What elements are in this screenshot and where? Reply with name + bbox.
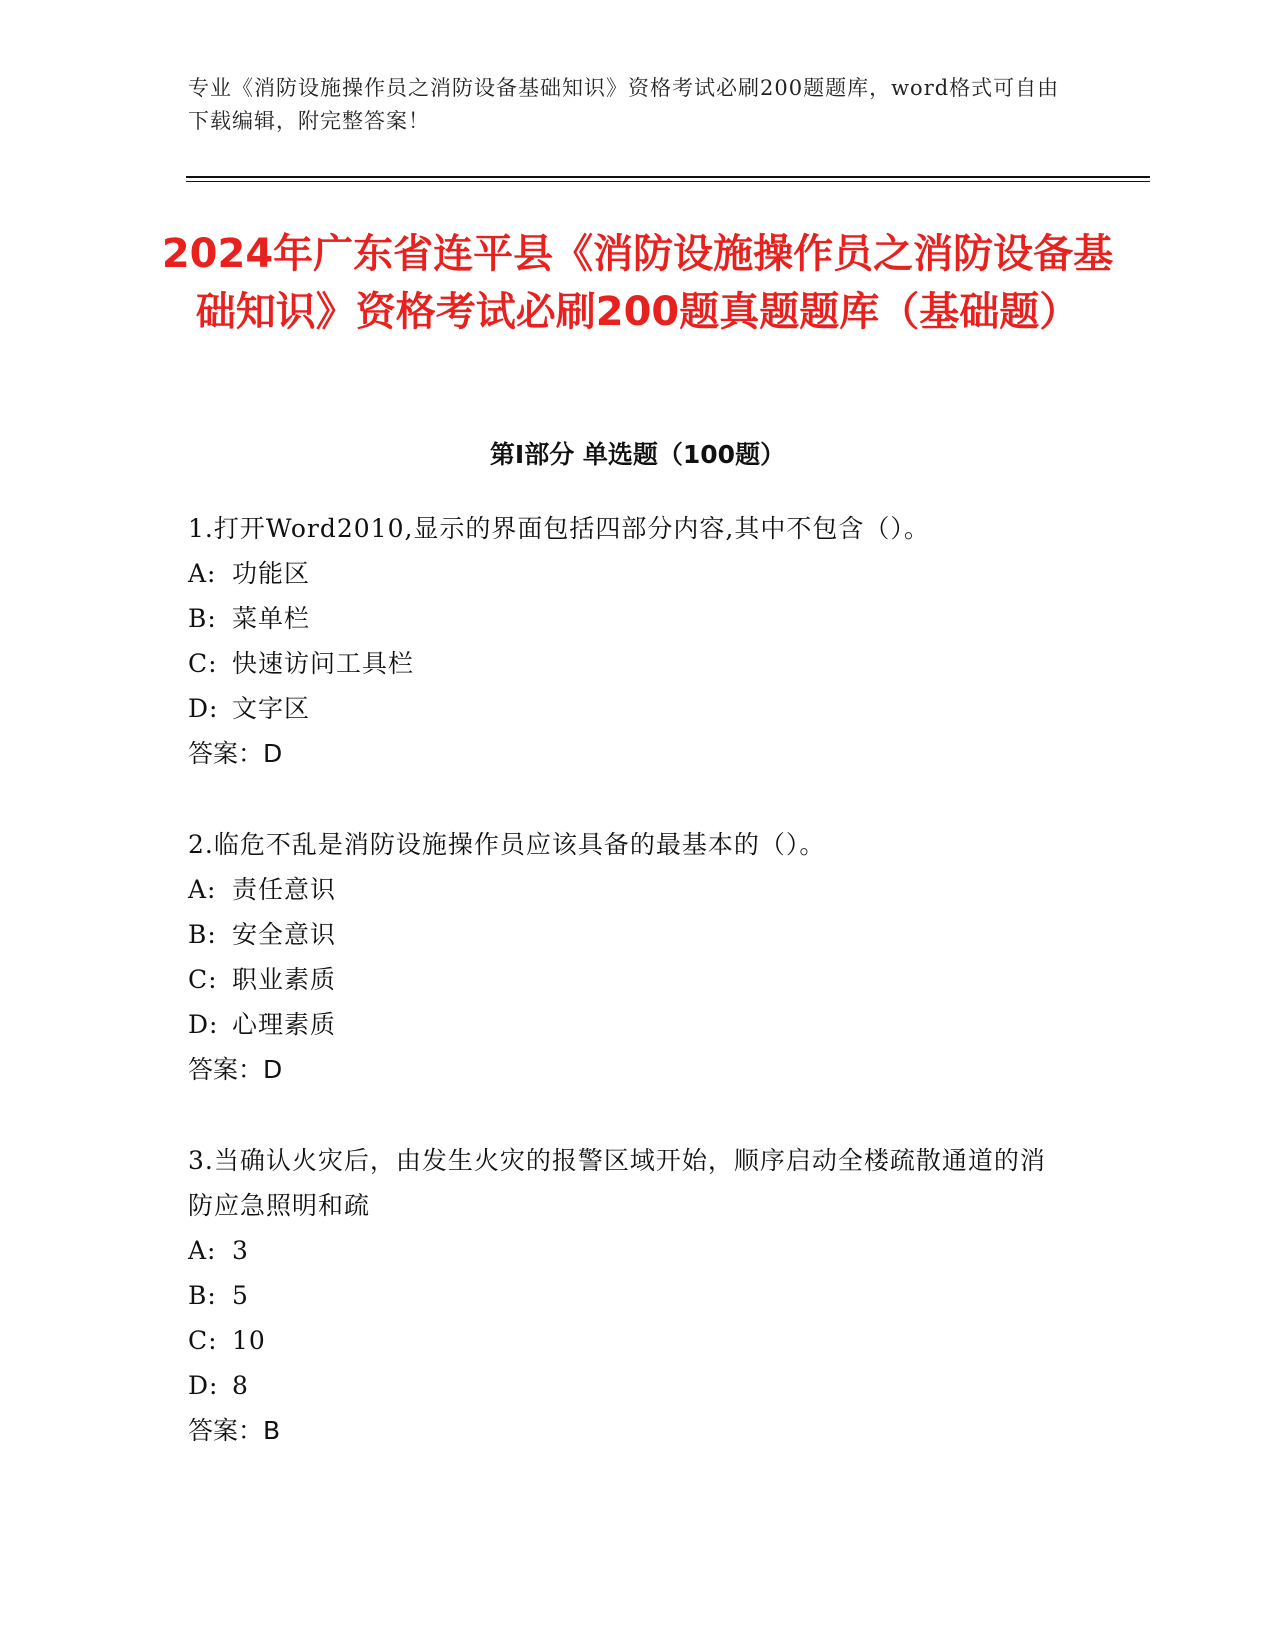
option-c <box>188 957 1068 1002</box>
section-title: 第Ⅰ部分 单选题（100题） <box>489 440 786 469</box>
option-key: B: <box>188 1281 217 1310</box>
option-a <box>188 867 1068 912</box>
option-a <box>188 1228 1068 1273</box>
question-3 <box>188 1138 1068 1453</box>
answer: 答案：B <box>188 1416 281 1445</box>
option-c <box>188 1318 1068 1363</box>
option-b <box>188 1273 1068 1318</box>
option-b <box>188 912 1068 957</box>
option-d <box>188 686 1068 731</box>
option-key: A: <box>188 875 217 904</box>
option-key: A: <box>188 559 217 588</box>
option-text: 责任意识 <box>232 875 337 904</box>
question-stem: 3.当确认火灾后，由发生火灾的报警区域开始，顺序启动全楼疏散通道的消防应急照明和疏 <box>188 1146 1046 1220</box>
question-1 <box>188 506 1068 776</box>
header-note: 专业《消防设施操作员之消防设备基础知识》资格考试必刷200题题库，word格式可自由下载编辑，附完整答案！ <box>188 76 1060 133</box>
option-text: 5 <box>232 1281 249 1310</box>
option-text: 菜单栏 <box>232 604 311 633</box>
option-key: C: <box>188 965 218 994</box>
question-2 <box>188 822 1068 1092</box>
option-text: 安全意识 <box>232 920 337 949</box>
option-text: 心理素质 <box>232 1010 337 1039</box>
option-text: 快速访问工具栏 <box>232 649 415 678</box>
question-stem: 2.临危不乱是消防设施操作员应该具备的最基本的（）。 <box>188 830 826 859</box>
option-key: A: <box>188 1236 217 1265</box>
option-b <box>188 596 1068 641</box>
option-text: 文字区 <box>232 694 311 723</box>
header-divider-thick <box>186 176 1150 178</box>
option-key: C: <box>188 649 218 678</box>
option-key: B: <box>188 920 217 949</box>
option-text: 8 <box>232 1371 249 1400</box>
option-key: C: <box>188 1326 218 1355</box>
option-key: D: <box>188 1371 219 1400</box>
question-stem: 1.打开Word2010,显示的界面包括四部分内容,其中不包含（）。 <box>188 514 930 543</box>
option-d <box>188 1002 1068 1047</box>
option-key: D: <box>188 694 219 723</box>
answer: 答案：D <box>188 739 283 768</box>
option-d <box>188 1363 1068 1408</box>
option-a <box>188 551 1068 596</box>
option-text: 3 <box>232 1236 249 1265</box>
option-c <box>188 641 1068 686</box>
answer: 答案：D <box>188 1055 283 1084</box>
option-key: B: <box>188 604 217 633</box>
option-text: 职业素质 <box>232 965 337 994</box>
option-text: 功能区 <box>232 559 311 588</box>
document-title: 2024年广东省连平县《消防设施操作员之消防设备基础知识》资格考试必刷200题真题题库（基础题） <box>161 231 1114 335</box>
option-text: 10 <box>232 1326 266 1355</box>
option-key: D: <box>188 1010 219 1039</box>
header-divider-thin <box>186 181 1150 182</box>
